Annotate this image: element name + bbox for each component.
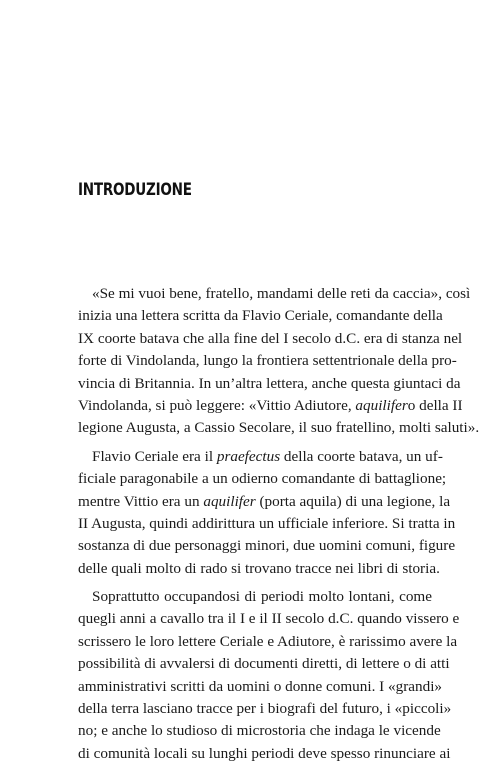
paragraph-line: sostanza di due personaggi minori, due uomini comuni, figure <box>78 537 456 555</box>
italic-term: aquilifer <box>355 396 408 414</box>
paragraph-line: della terra lasciano tracce per i biografi del futuro, i «piccoli» <box>78 700 452 718</box>
paragraph-line: Flavio Ceriale era il praefectus della coorte batava, un uf- <box>92 447 443 465</box>
paragraph-line: Soprattutto occupandosi di periodi molto lontani, come <box>92 588 432 606</box>
paragraph-line: IX coorte batava che alla fine del I secolo d.C. era di stanza nel <box>78 329 463 347</box>
paragraph-line: Vindolanda, si può leggere: «Vittio Adiutore, aquilifero della II <box>78 396 463 414</box>
paragraph-line: mentre Vittio era un aquilifer (porta aquila) di una legione, la <box>78 492 451 510</box>
italic-term: aquilifer <box>203 492 256 510</box>
chapter-title: INTRODUZIONE <box>78 180 192 199</box>
paragraph-line: inizia una lettera scritta da Flavio Ceriale, comandante della <box>78 307 443 325</box>
italic-term: praefectus <box>216 447 281 465</box>
paragraph-line: scrissero le loro lettere Ceriale e Adiutore, è rarissimo avere la <box>78 632 458 650</box>
paragraph-line: di comunità locali su lunghi periodi deve spesso rinunciare ai <box>78 744 451 762</box>
paragraph-line: «Se mi vuoi bene, fratello, mandami delle reti da caccia», così <box>92 285 471 302</box>
paragraph-line: possibilità di avvalersi di documenti diretti, di lettere o di atti <box>78 655 450 673</box>
body-text <box>78 283 480 765</box>
paragraph-line: legione Augusta, a Cassio Secolare, il suo fratellino, molti saluti». <box>78 419 480 437</box>
paragraph-line: forte di Vindolanda, lungo la frontiera settentrionale della pro- <box>78 352 457 370</box>
paragraph-line: vincia di Britannia. In un’altra lettera, anche questa giuntaci da <box>78 374 461 392</box>
paragraph-line: delle quali molto di rado si trovano tracce nei libri di storia. <box>78 559 440 577</box>
paragraph-line: no; e anche lo studioso di microstoria che indaga le vicende <box>78 722 441 740</box>
paragraph-line: II Augusta, quindi addirittura un ufficiale inferiore. Si tratta in <box>78 514 456 532</box>
paragraph-line: ficiale paragonabile a un odierno comandante di battaglione; <box>78 470 447 488</box>
paragraph-line: amministrativi scritti da uomini o donne comuni. I «grandi» <box>78 677 443 695</box>
paragraph-line: quegli anni a cavallo tra il I e il II secolo d.C. quando vissero e <box>78 610 460 628</box>
